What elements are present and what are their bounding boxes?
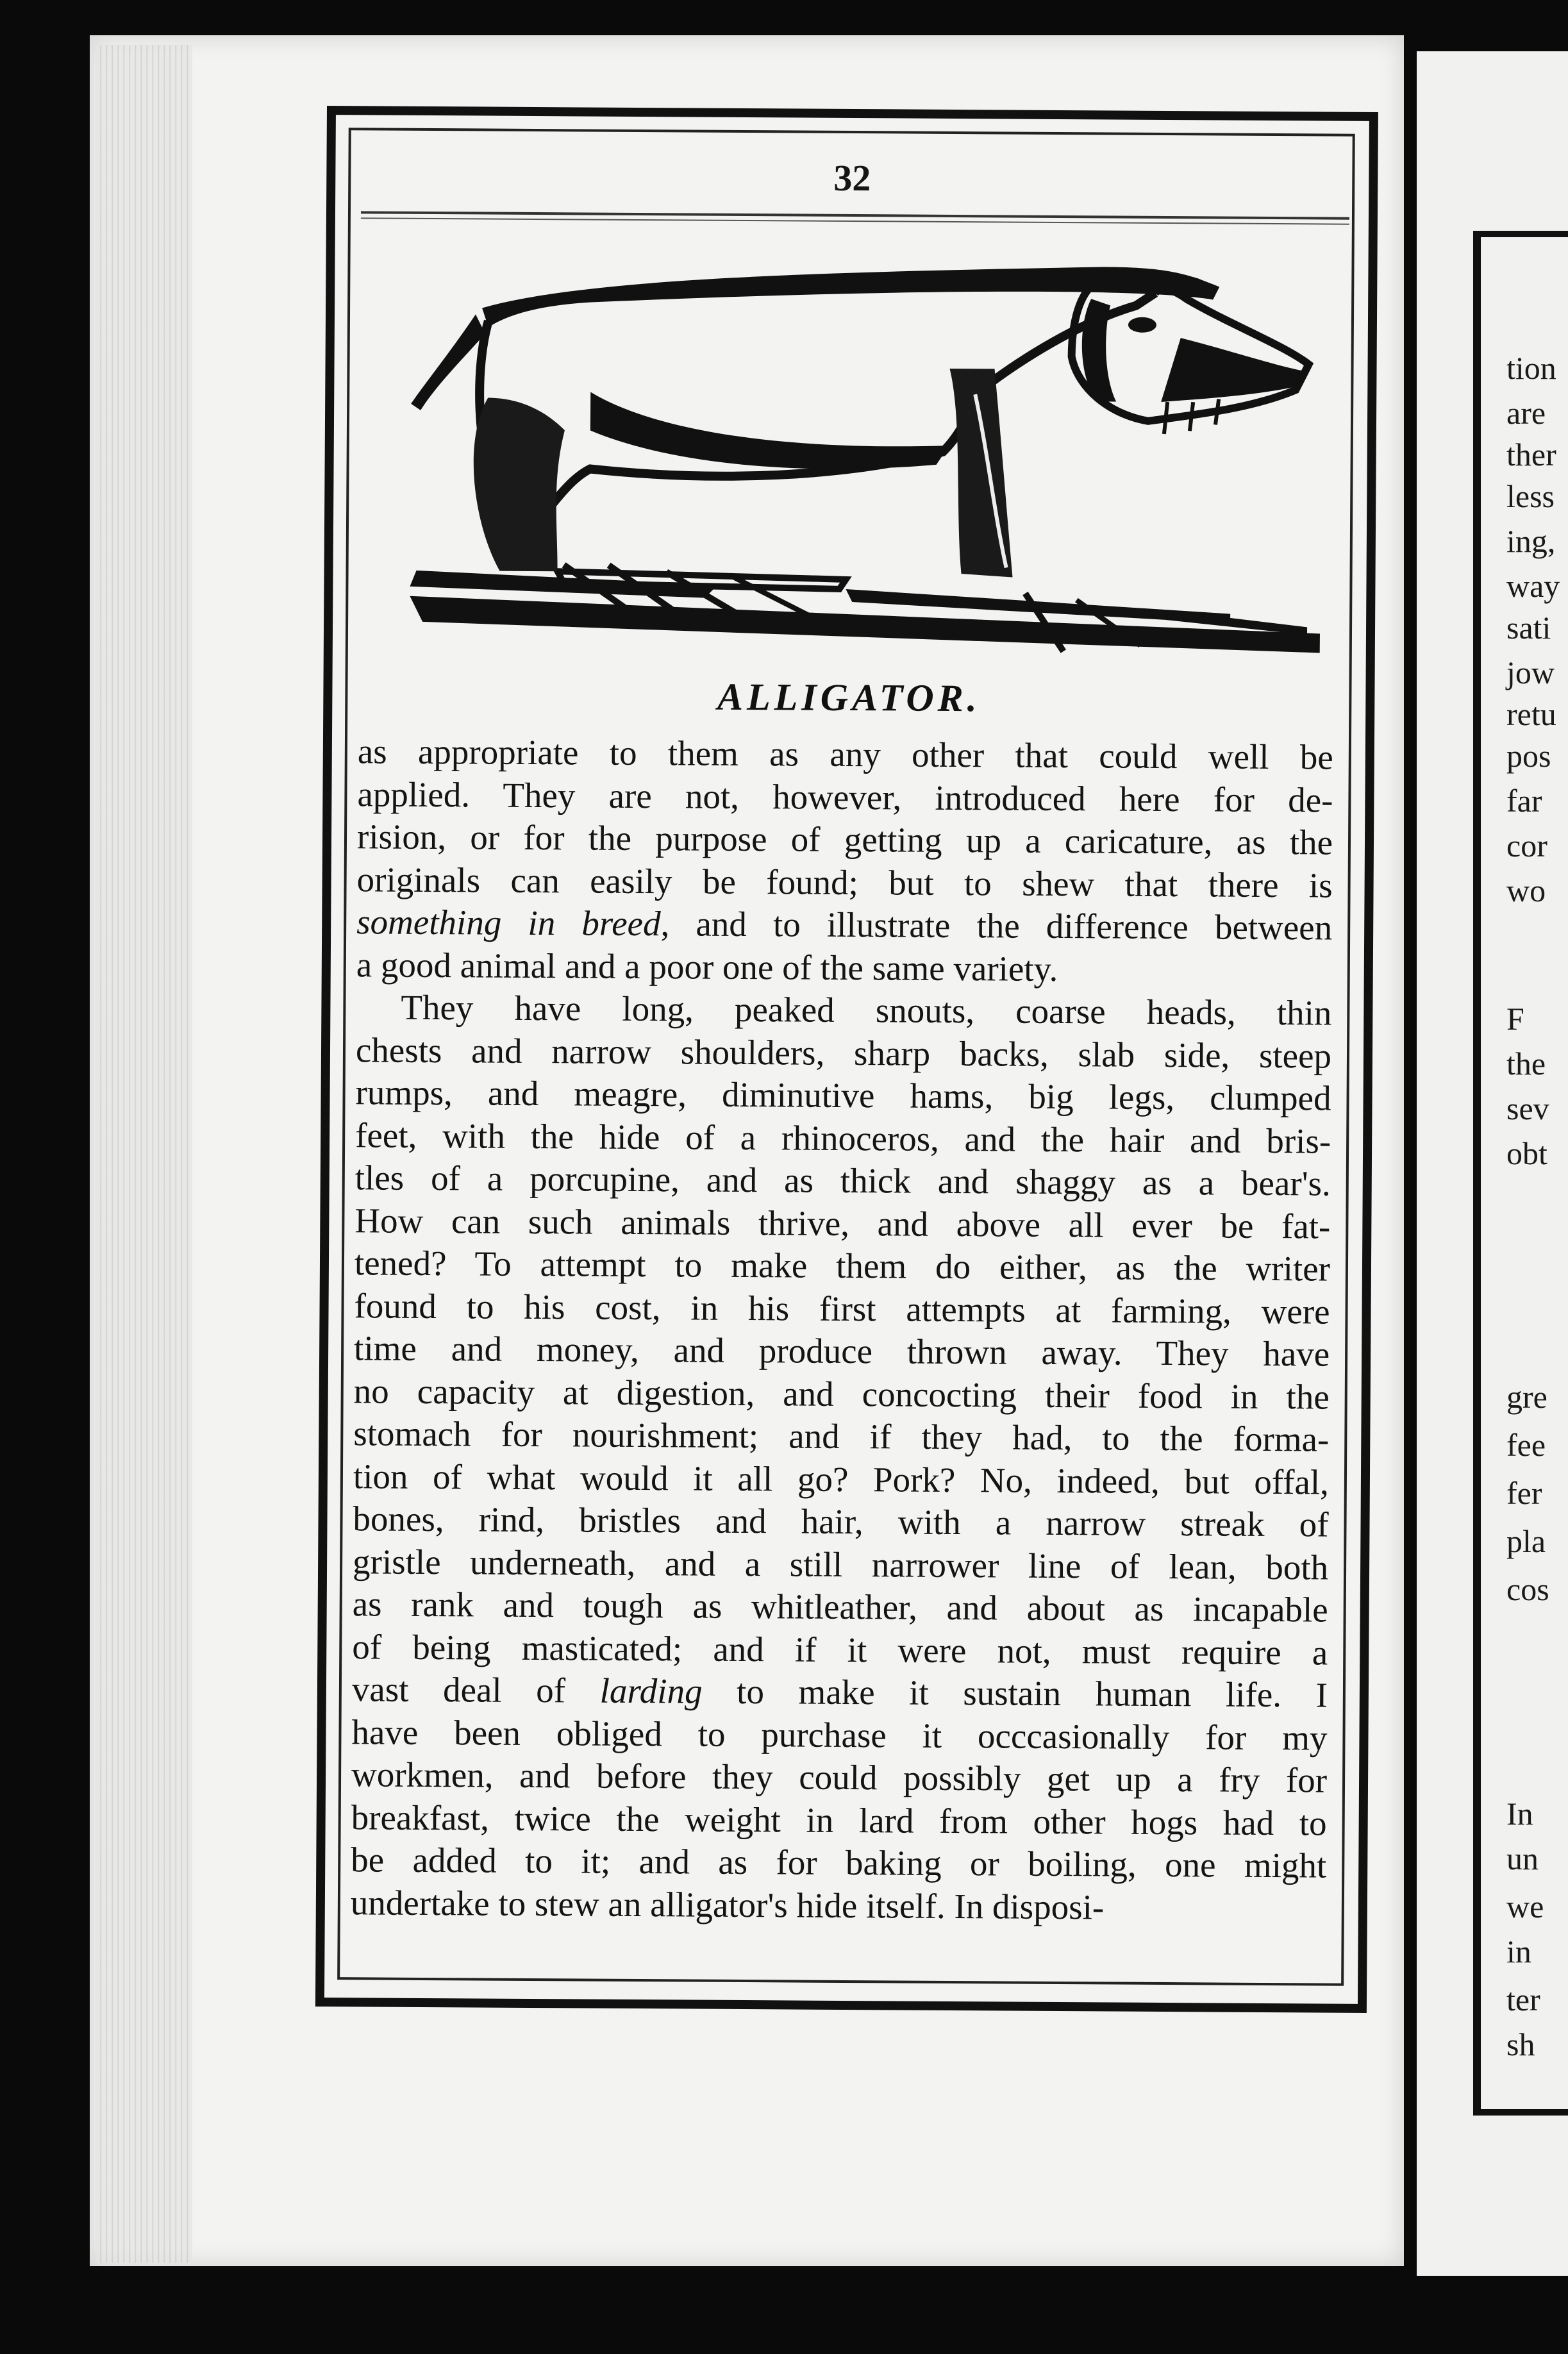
text-line: tened? To attempt to make them do either, as the writer xyxy=(354,1243,1331,1289)
right-page-fragment: tion xyxy=(1506,350,1556,386)
text-line: bones, rind, bristles and hair, with a narrow streak of xyxy=(353,1499,1329,1544)
hog-belly xyxy=(590,392,950,470)
text-line: workmen, and before they could possibly get up a fry for xyxy=(351,1755,1328,1800)
right-page-fragment: fee xyxy=(1506,1427,1546,1463)
right-page-fragment: cor xyxy=(1506,828,1547,864)
right-page-fragment: sh xyxy=(1506,2026,1535,2062)
text-line: of being masticated; and if it were not, must require a xyxy=(352,1626,1328,1673)
text-line: tles of a porcupine, and as thick and shaggy as a bear's. xyxy=(354,1158,1331,1203)
text-line: gristle underneath, and a still narrower line of lean, both xyxy=(352,1541,1329,1587)
right-page-fragment: wo xyxy=(1506,872,1546,908)
right-page-fragment: In xyxy=(1506,1796,1533,1832)
right-page-fragment: jow xyxy=(1506,655,1555,690)
right-page-fragment: sev xyxy=(1506,1090,1549,1126)
text-line: as appropriate to them as any other that could well be xyxy=(357,731,1334,777)
right-page-fragment: far xyxy=(1506,783,1542,819)
text-line: breakfast, twice the weight in lard from other hogs had to xyxy=(351,1797,1327,1843)
right-page-fragment: retu xyxy=(1506,696,1556,732)
right-page-fragment: pla xyxy=(1506,1523,1546,1559)
right-page-fragment: less xyxy=(1506,478,1555,514)
right-page-fragment: way xyxy=(1506,568,1560,604)
right-page-fragment: ther xyxy=(1506,437,1556,472)
text-line: be added to it; and as for baking or boiling, one might xyxy=(351,1840,1327,1885)
right-page-fragment: sati xyxy=(1506,610,1551,646)
italic-phrase: something in breed xyxy=(356,902,661,944)
text-run: to make it sustain human life. I xyxy=(702,1671,1328,1715)
text-line: stomach for nourishment; and if they had, to the forma- xyxy=(353,1414,1330,1459)
text-line: How can such animals thrive, and above all ever be fat- xyxy=(354,1200,1331,1246)
hog-woodcut-illustration xyxy=(397,237,1322,685)
text-line: have been obliged to purchase it occcasionally for my xyxy=(351,1712,1328,1758)
hog-rear-leg xyxy=(473,397,565,571)
right-page-fragment: obt xyxy=(1506,1135,1547,1171)
page-edges xyxy=(96,45,192,2263)
right-page-fragment: F xyxy=(1506,1001,1524,1037)
ground-hatching xyxy=(410,564,1321,653)
text-line xyxy=(352,1668,1328,1717)
text-line: undertake to stew an alligator's hide itself. In disposi- xyxy=(350,1882,1105,1926)
body-text xyxy=(351,730,1333,1930)
text-line: applied. They are not, however, introduced here for de- xyxy=(357,774,1333,820)
italic-word: larding xyxy=(599,1671,703,1711)
text-line xyxy=(356,901,1332,949)
hog-back xyxy=(482,263,1220,331)
right-page-fragment: are xyxy=(1506,395,1546,431)
right-page-fragment: cos xyxy=(1506,1571,1549,1607)
text-line: time and money, and produce thrown away. They have xyxy=(353,1328,1330,1374)
text-line: They have long, peaked snouts, coarse heads, thin xyxy=(401,987,1332,1033)
page-number: 32 xyxy=(833,156,871,199)
hog-front-leg xyxy=(949,369,1014,578)
text-line: a good animal and a poor one of the same variety. xyxy=(356,944,1058,989)
text-run: , and to illustrate the difference between xyxy=(660,904,1333,947)
page-frame xyxy=(315,106,1378,2013)
right-page-fragment: un xyxy=(1506,1841,1539,1876)
right-page-fragment: pos xyxy=(1506,738,1551,774)
right-page-fragment: fer xyxy=(1506,1475,1542,1511)
text-line: originals can easily be found; but to shew that there is xyxy=(356,859,1333,905)
text-line: tion of what would it all go? Pork? No, indeed, but offal, xyxy=(353,1456,1330,1502)
right-page-fragment: in xyxy=(1506,1933,1531,1969)
right-page-fragment: gre xyxy=(1506,1379,1547,1415)
text-line: as rank and tough as whitleather, and about as incapable xyxy=(352,1584,1328,1630)
hog-eye xyxy=(1128,317,1156,333)
illustration-caption: ALLIGATOR. xyxy=(717,675,981,720)
text-line: found to his cost, in his first attempts at farming, were xyxy=(354,1285,1330,1331)
text-line: rumps, and meagre, diminutive hams, big legs, clumped xyxy=(355,1073,1331,1118)
right-page-fragment: the xyxy=(1506,1046,1546,1081)
hog-tail xyxy=(411,314,485,411)
text-line: no capacity at digestion, and concocting their food in the xyxy=(353,1371,1330,1417)
right-page-fragment: ter xyxy=(1506,1982,1540,2017)
text-line: feet, with the hide of a rhinoceros, and the hair and bris- xyxy=(355,1115,1331,1161)
text-line: rision, or for the purpose of getting up a caricature, as the xyxy=(356,817,1333,862)
text-run: vast deal of xyxy=(351,1669,600,1710)
right-page-fragment: ing, xyxy=(1506,523,1556,559)
text-line: chests and narrow shoulders, sharp backs, slab side, steep xyxy=(355,1030,1332,1076)
right-page-fragment: we xyxy=(1506,1889,1544,1924)
